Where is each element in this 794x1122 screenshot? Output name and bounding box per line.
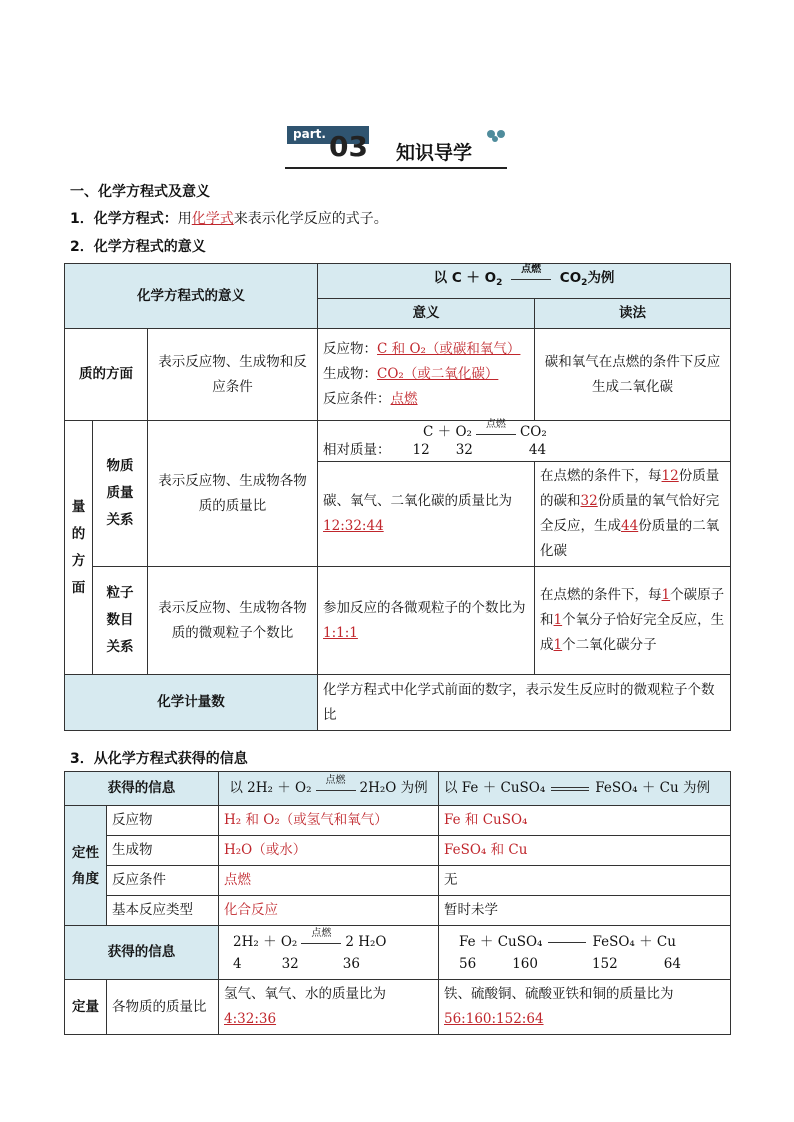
quant-key: 各物质的质量比 <box>107 980 219 1035</box>
rel-mass-c: 12 <box>412 442 430 458</box>
mass-c: 12 <box>661 468 679 484</box>
condition-label: 点燃 <box>521 264 542 275</box>
quality-reading: 碳和氧气在点燃的条件下反应生成二氧化碳 <box>535 329 731 421</box>
section-banner <box>285 126 507 170</box>
section-heading-1: 一、化学方程式及意义 <box>70 184 210 200</box>
hdr-example-1: 以 2H₂ ＋ O₂ 点燃 2H₂O 为例 <box>219 772 439 806</box>
product-value: CO₂（或二氧化碳） <box>377 366 499 382</box>
eq-reactants: C ＋ O₂ <box>423 424 472 440</box>
quantitative-label: 定量 <box>65 980 107 1035</box>
particle-reading: 在点燃的条件下，每1个碳原子和1个氧分子恰好完全反应，生成1个二氧化碳分子 <box>535 567 731 675</box>
banner-title: 知识导学 <box>396 142 473 164</box>
row-fe-value: Fe 和 CuSO₄ <box>439 806 731 836</box>
row-h2-value: 点燃 <box>219 866 439 896</box>
reaction-line <box>548 942 586 943</box>
hdr-meaning: 化学方程式的意义 <box>65 264 318 329</box>
condition-arrow <box>511 264 551 286</box>
definition-label: 1．化学方程式： <box>70 211 178 227</box>
row-key: 生成物 <box>107 836 219 866</box>
definition-line <box>70 208 388 228</box>
condition-arrow: 点燃 <box>301 934 341 950</box>
fe-equation: Fe ＋ CuSO₄ FeSO₄ ＋ Cu 56 160 152 64 <box>439 926 731 980</box>
decor-dot-icon <box>492 136 498 142</box>
mass-ratio: 12:32:44 <box>323 518 384 534</box>
section-heading-3: 3．从化学方程式获得的信息 <box>70 751 248 767</box>
mass-meaning <box>318 462 535 567</box>
qualitative-label: 定性 角度 <box>65 806 107 926</box>
particle-ratio: 1:1:1 <box>323 624 358 641</box>
coef-label: 化学计量数 <box>65 675 318 731</box>
equation-info-table <box>64 771 731 1035</box>
fe-mass-ratio: 铁、硫酸铜、硫酸亚铁和铜的质量比为 56:160:152:64 <box>439 980 731 1035</box>
decor-dot-icon <box>497 130 505 138</box>
row-key: 反应条件 <box>107 866 219 896</box>
reactant-label: 反应物： <box>323 341 378 357</box>
row-fe-value: FeSO₄ 和 Cu <box>439 836 731 866</box>
hdr-ex-post: CO <box>559 270 582 286</box>
mass-co2: 44 <box>621 518 639 534</box>
mass-reading: 在点燃的条件下，每12份质量的碳和32份质量的氧气恰好完全反应，生成44份质量的二氧化碳 <box>535 462 731 567</box>
hdr-ex-sub: 2 <box>496 278 503 288</box>
equals-arrow <box>551 787 589 791</box>
product-label: 生成物： <box>323 366 378 382</box>
quality-desc: 表示反应物、生成物和反应条件 <box>148 329 318 421</box>
hdr-example: 以 $C + O_2$ 点燃 $CO_2$为例 <box>318 264 731 299</box>
hdr-dufa: 读法 <box>535 299 731 329</box>
h2-mass-ratio: 氢气、氧气、水的质量比为4:32:36 <box>219 980 439 1035</box>
mass-o2: 32 <box>580 493 598 509</box>
condition-label-row: 反应条件： <box>323 391 391 407</box>
definition-post: 来表示化学反应的式子。 <box>233 211 388 227</box>
eq-cond: 点燃 <box>485 418 506 430</box>
hdr-example-2: 以 Fe ＋ CuSO₄ FeSO₄ ＋ Cu 为例 <box>439 772 731 806</box>
rel-mass-co2: 44 <box>528 442 547 458</box>
definition-blank: 化学式 <box>191 211 234 227</box>
particle-meaning: 参加反应的各微观粒子的个数比为1:1:1 <box>318 567 535 675</box>
banner-number: 03 <box>329 130 368 163</box>
h2-equation: 2H₂ ＋ O₂ 点燃 2 H₂O 4 32 36 <box>219 926 439 980</box>
condition-value: 点燃 <box>390 391 418 407</box>
mass-meaning-pre: 碳、氧气、二氧化碳的质量比为 <box>323 493 513 509</box>
reactant-value: C 和 O₂（或碳和氧气） <box>377 341 521 357</box>
row-h2-value: H₂O（或水） <box>219 836 439 866</box>
section-heading-2: 2．化学方程式的意义 <box>70 239 206 255</box>
mass-relation-label: 物质 质量 关系 <box>93 421 148 567</box>
quality-meaning <box>318 329 535 421</box>
eq-product: CO₂ <box>519 424 547 440</box>
row-key: 基本反应类型 <box>107 896 219 926</box>
row-h2-value: H₂ 和 O₂（或氢气和氧气） <box>219 806 439 836</box>
hdr-info: 获得的信息 <box>65 772 219 806</box>
quantity-label: 量 的 方 面 <box>65 421 93 675</box>
rel-mass-o2: 32 <box>455 442 473 458</box>
banner-part: part. <box>293 127 326 141</box>
row-fe-value: 无 <box>439 866 731 896</box>
mass-desc: 表示反应物、生成物各物质的质量比 <box>148 421 318 567</box>
hdr-ex-pre: 以 C ＋ O <box>433 270 497 286</box>
info-label-2: 获得的信息 <box>65 926 219 980</box>
particle-desc: 表示反应物、生成物各物质的微观粒子个数比 <box>148 567 318 675</box>
condition-arrow: 点燃 <box>316 781 356 797</box>
definition-pre: 用 <box>177 211 192 227</box>
equation-meaning-table <box>64 263 731 731</box>
row-h2-value: 化合反应 <box>219 896 439 926</box>
banner-rule <box>285 167 507 169</box>
coef-desc: 化学方程式中化学式前面的数字，表示发生反应时的微观粒子个数比 <box>318 675 731 731</box>
hdr-yiyi: 意义 <box>318 299 535 329</box>
mass-equation <box>318 418 731 462</box>
hdr-ex-end: 为例 <box>587 270 615 286</box>
quality-label: 质的方面 <box>65 329 148 421</box>
particle-relation-label: 粒子 数目 关系 <box>93 567 148 675</box>
condition-arrow <box>476 418 516 441</box>
row-fe-value: 暂时未学 <box>439 896 731 926</box>
row-key: 反应物 <box>107 806 219 836</box>
rel-mass-label: 相对质量： <box>323 442 391 458</box>
